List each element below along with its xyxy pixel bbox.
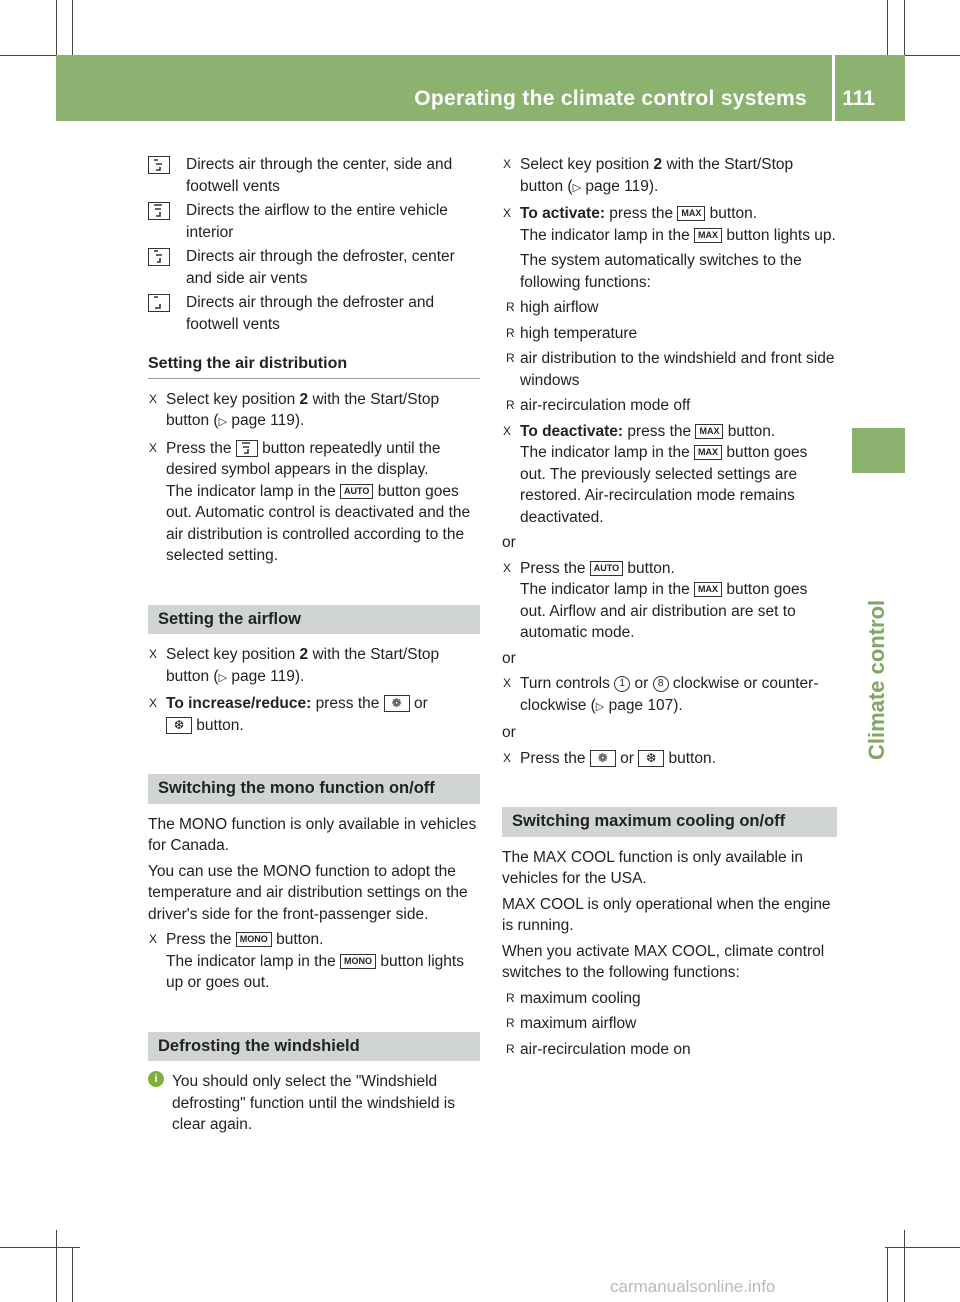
step-arrow-icon: X bbox=[503, 423, 512, 438]
fan-decrease-icon: ❆ bbox=[638, 750, 664, 767]
step-arrow-icon: X bbox=[503, 750, 512, 765]
or-text: or bbox=[502, 534, 516, 551]
auto-key-icon: AUTO bbox=[340, 484, 373, 499]
step-arrow-icon: X bbox=[503, 206, 512, 220]
instruction-step: X Press the ❁ or ❆ button. bbox=[502, 748, 837, 770]
crop-mark bbox=[72, 0, 73, 55]
paragraph: MAX COOL is only operational when the engine is running. bbox=[502, 895, 831, 934]
chapter-tab bbox=[852, 428, 905, 473]
paragraph: You can use the MONO function to adopt the temperature and air distribution settings on the driver's side for the front-passenger side. bbox=[148, 862, 468, 923]
page-title: Operating the climate control systems bbox=[414, 87, 807, 110]
section-heading: Switching maximum cooling on/off bbox=[502, 807, 837, 837]
or-text: or bbox=[502, 649, 516, 667]
fan-increase-icon: ❁ bbox=[590, 750, 616, 767]
crop-mark bbox=[72, 1247, 73, 1302]
left-column bbox=[148, 154, 480, 1136]
crop-mark bbox=[904, 1230, 905, 1302]
control-8-icon: 8 bbox=[653, 676, 669, 692]
instruction-step: X Press the MONO button. The indicator lamp in the MONO button lights up or goes out. bbox=[149, 931, 464, 991]
list-item: R air distribution to the windshield and front side windows bbox=[506, 350, 835, 389]
airflow-defroster-footwell-icon bbox=[148, 294, 170, 312]
watermark: carmanualsonline.info bbox=[610, 1277, 776, 1296]
instruction-step: X Select key position 2 with the Start/Stop button (▷ page 119). bbox=[149, 646, 440, 685]
step-arrow-icon: X bbox=[503, 676, 512, 690]
info-icon: i bbox=[148, 1071, 164, 1087]
instruction-step: X To increase/reduce: press the ❁ or ❆ button. bbox=[149, 695, 428, 734]
step-arrow-icon: X bbox=[149, 696, 158, 710]
max-cool-key-icon: MAX bbox=[677, 206, 705, 221]
list-item: R maximum airflow bbox=[506, 1015, 637, 1032]
list-item: R air-recirculation mode off bbox=[506, 397, 691, 414]
airflow-entire-interior-icon bbox=[148, 202, 170, 220]
fan-decrease-icon: ❆ bbox=[166, 717, 192, 734]
auto-key-icon: AUTO bbox=[590, 561, 623, 576]
section-heading: Setting the airflow bbox=[148, 605, 480, 635]
or-text: or bbox=[502, 724, 516, 741]
info-text: You should only select the "Windshield defrosting" function until the windshield is clear again. bbox=[172, 1073, 455, 1133]
step-arrow-icon: X bbox=[149, 440, 158, 455]
instruction-step: X Press the AUTO button. The indicator lamp in the MAX button goes out. Airflow and air distribution are set to automatic mode. bbox=[503, 559, 808, 641]
step-arrow-icon: X bbox=[149, 391, 158, 406]
subsection-heading: Setting the air distribution bbox=[148, 353, 480, 379]
airflow-defroster-center-side-icon bbox=[148, 248, 170, 266]
icon-row bbox=[148, 200, 480, 243]
step-arrow-icon: X bbox=[149, 932, 158, 946]
max-cool-key-icon: MAX bbox=[694, 445, 722, 460]
list-item: R air-recirculation mode on bbox=[506, 1040, 691, 1058]
page-header bbox=[56, 55, 905, 121]
mono-key-icon: MONO bbox=[340, 954, 376, 969]
list-item: R high airflow bbox=[506, 299, 599, 316]
step-arrow-icon: X bbox=[503, 560, 512, 575]
paragraph: The MAX COOL function is only available in vehicles for the USA. bbox=[502, 848, 803, 887]
instruction-step: X To activate: press the MAX button. The indicator lamp in the MAX button lights up. bbox=[503, 205, 836, 244]
paragraph: The system automatically switches to the following functions: bbox=[520, 252, 802, 291]
fan-increase-icon: ❁ bbox=[384, 695, 410, 712]
header-divider bbox=[832, 55, 835, 121]
instruction-step: X Select key position 2 with the Start/Stop button (▷ page 119). bbox=[149, 390, 440, 429]
crop-mark bbox=[887, 1247, 888, 1302]
instruction-step: X Turn controls 1 or 8 clockwise or counter-clockwise (▷ page 107). bbox=[503, 675, 819, 714]
max-cool-key-icon: MAX bbox=[694, 582, 722, 597]
icon-row bbox=[148, 246, 480, 289]
section-heading: Defrosting the windshield bbox=[148, 1032, 480, 1062]
list-item: R maximum cooling bbox=[506, 989, 641, 1007]
instruction-step: X To deactivate: press the MAX button. The indicator lamp in the MAX button goes out. The previously selected settings are restored. Air-recirculation mode remains deactivated. bbox=[503, 422, 808, 526]
mono-key-icon: MONO bbox=[236, 932, 272, 947]
max-cool-key-icon: MAX bbox=[694, 228, 722, 243]
step-arrow-icon: X bbox=[503, 157, 512, 171]
crop-mark bbox=[56, 1230, 57, 1302]
info-note bbox=[148, 1071, 480, 1136]
crop-mark bbox=[0, 1247, 80, 1248]
crop-mark bbox=[887, 0, 888, 55]
page-number: 111 bbox=[842, 87, 875, 110]
icon-row-text: Directs air through the defroster, center and side air vents bbox=[186, 248, 455, 287]
airflow-center-side-footwell-icon bbox=[148, 156, 170, 174]
step-arrow-icon: X bbox=[149, 647, 158, 661]
paragraph: When you activate MAX COOL, climate control switches to the following functions: bbox=[502, 942, 825, 981]
max-cool-key-icon: MAX bbox=[695, 424, 723, 439]
paragraph: The MONO function is only available in vehicles for Canada. bbox=[148, 815, 477, 854]
air-distribution-button-icon bbox=[236, 440, 258, 457]
list-item: R high temperature bbox=[506, 324, 638, 342]
icon-row-text: Directs air through the defroster and footwell vents bbox=[186, 294, 435, 333]
icon-row bbox=[148, 154, 480, 197]
section-heading: Switching the mono function on/off bbox=[148, 774, 480, 804]
icon-row bbox=[148, 292, 480, 335]
icon-row-text: Directs air through the center, side and footwell vents bbox=[186, 156, 453, 195]
instruction-step: X Press the button repeatedly until the desired symbol appears in the display. The indicator lamp in the AUTO button goes out. Automatic control is deactivated and the air distribution is controlled according to the selected setting. bbox=[149, 439, 471, 564]
icon-row-text: Directs the airflow to the entire vehicle interior bbox=[186, 202, 448, 241]
control-1-icon: 1 bbox=[614, 676, 630, 692]
instruction-step: X Select key position 2 with the Start/Stop button (▷ page 119). bbox=[503, 156, 794, 195]
crop-mark bbox=[885, 1247, 960, 1248]
right-column bbox=[502, 154, 837, 1064]
